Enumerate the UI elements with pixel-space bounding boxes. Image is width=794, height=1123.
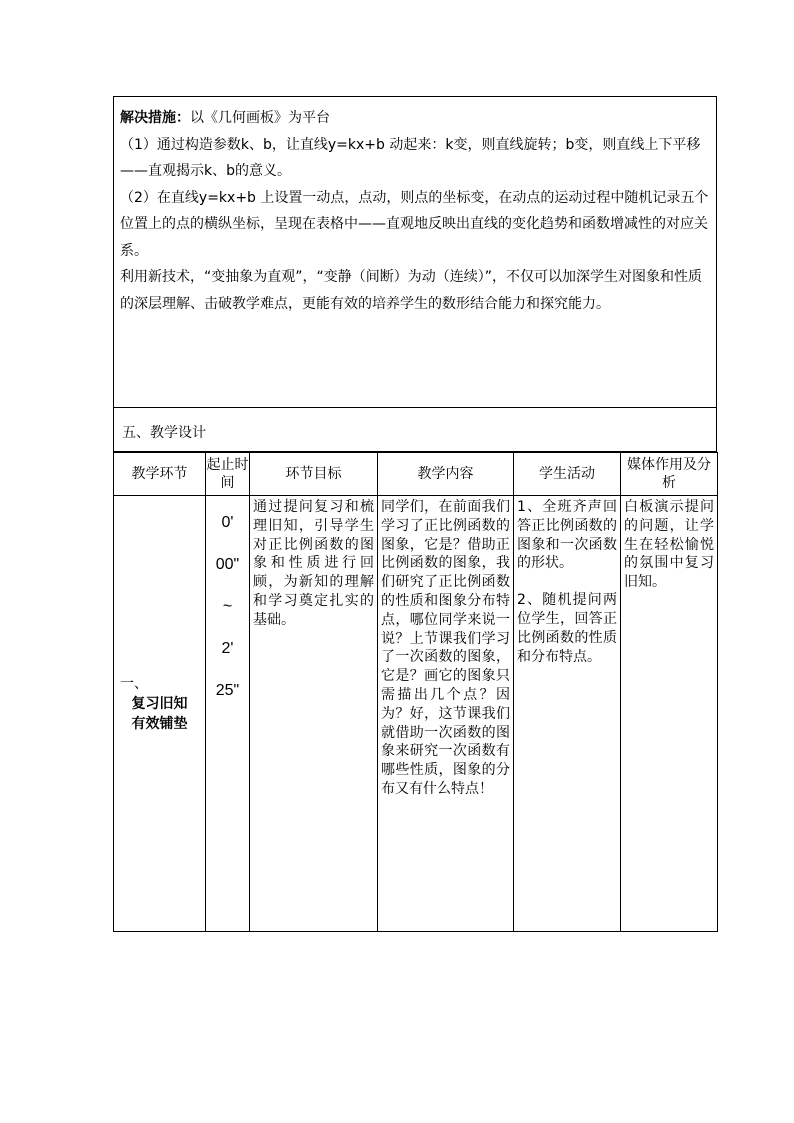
section-header <box>113 408 717 452</box>
content-cell <box>378 496 514 932</box>
time-end-min: 2' <box>221 640 234 657</box>
table-row <box>114 496 718 932</box>
header-content: 教学内容 <box>378 453 514 496</box>
header-media: 媒体作用及分析 <box>621 453 718 496</box>
measures-paragraph-1: （1）通过构造参数k、b，让直线y=kx+b 动起来：k变，则直线旋转；b变，则直线上下平移——直观揭示k、b的意义。 <box>120 136 701 179</box>
media-cell <box>621 496 718 932</box>
media-text: 白板演示提问的问题，让学生在轻松愉悦的氛围中复习旧知。 <box>624 499 714 591</box>
time-start-sec: 00" <box>215 556 240 573</box>
time-start-min: 0' <box>221 514 234 531</box>
teaching-design-table <box>113 452 718 932</box>
time-end-sec: 25" <box>215 682 240 699</box>
goal-cell <box>250 496 378 932</box>
measures-paragraph-2: （2）在直线y=kx+b 上设置一动点，点动，则点的坐标变，在动点的运动过程中随机记录五个位置上的点的横纵坐标，呈现在表格中——直观地反映出直线的变化趋势和函数增减性的对应关系。 <box>120 189 709 259</box>
activity-cell <box>514 496 621 932</box>
measures-paragraph-3: 利用新技术，“变抽象为直观”，“变静（间断）为动（连续）”，不仅可以加深学生对图象和性质的深层理解、击破教学难点，更能有效的培养学生的数形结合能力和探究能力。 <box>120 269 703 312</box>
stage-number: 一、 <box>120 675 148 692</box>
time-cell <box>206 496 250 932</box>
activity-text-1: 1、全班齐声回答正比例函数的图象和一次函数的形状。 <box>517 499 617 572</box>
activity-text-2: 2、随机提问两位学生，回答正比例函数的性质和分布特点。 <box>517 592 617 665</box>
content-text: 同学们，在前面我们学习了正比例函数的图象，它是？借助正比例函数的图象，我们研究了正比例函数的性质和图象分布特点，哪位同学来说一说？上节课我们学习了一次函数的图象，它是？画它的图象只需描出几个点？因为？好，这节课我们就借助一次函数的图象来研究一次函数有哪些性质，图象的分布又有什么特点！ <box>381 499 510 797</box>
solution-measures-box <box>113 96 717 408</box>
time-separator: ~ <box>222 598 233 615</box>
measures-heading-line <box>120 105 712 132</box>
section-title: 五、教学设计 <box>122 425 206 441</box>
measures-heading-rest: 以《几何画板》为平台 <box>190 110 330 126</box>
stage-title-line1: 复习旧知 <box>131 695 188 712</box>
stage-title-line2: 有效铺垫 <box>131 715 188 732</box>
header-time: 起止时间 <box>206 453 250 496</box>
stage-cell <box>114 496 206 932</box>
table-header-row <box>114 453 718 496</box>
goal-text: 通过提问复习和梳理旧知，引导学生对正比例函数的图象和性质进行回顾，为新知的理解和学习奠定扎实的基础。 <box>253 499 374 628</box>
measures-heading: 解决措施： <box>120 110 190 126</box>
header-goal: 环节目标 <box>250 453 378 496</box>
header-activity: 学生活动 <box>514 453 621 496</box>
header-stage: 教学环节 <box>114 453 206 496</box>
